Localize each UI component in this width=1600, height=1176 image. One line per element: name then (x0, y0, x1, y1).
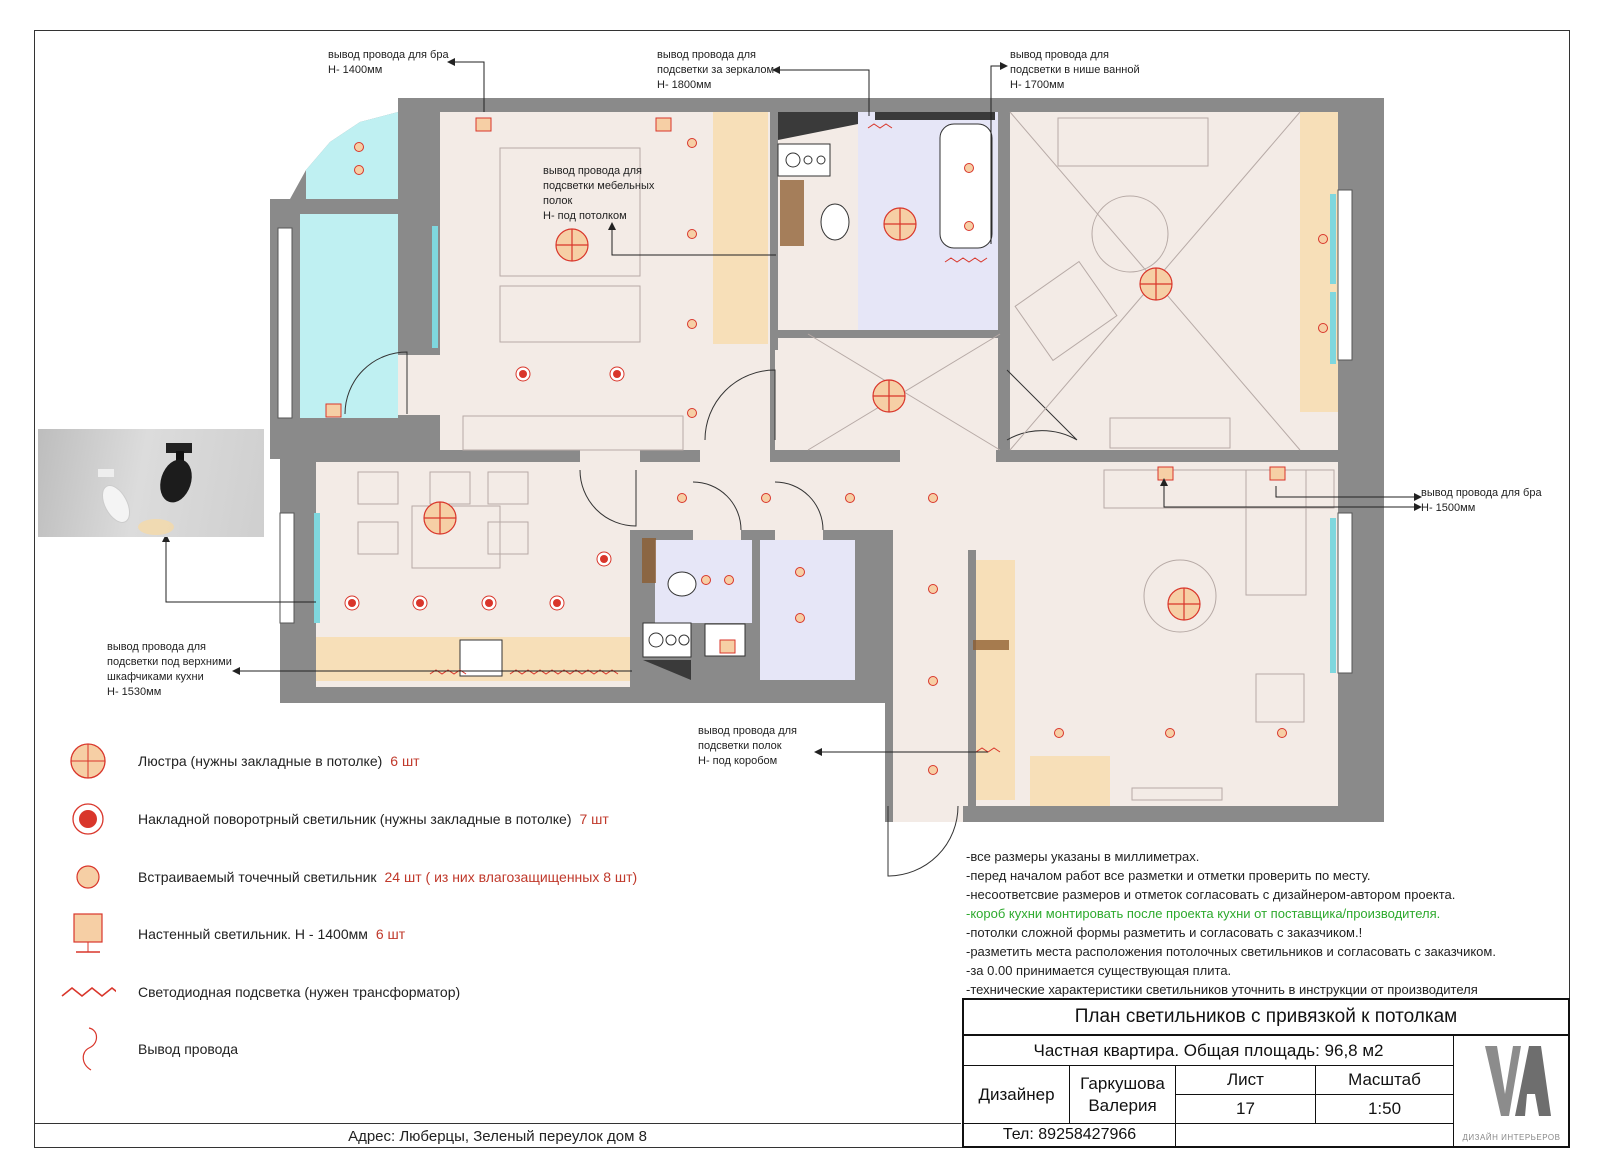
living-floor (1010, 112, 1338, 450)
surface-spotlight-icon (482, 596, 496, 610)
callout-shelves-box: вывод провода для подсветки полок Н- под коробом (698, 725, 797, 767)
salon-floor (968, 462, 1338, 806)
recessed-spot-icon (688, 409, 697, 418)
wall-lamp-icon (326, 404, 341, 417)
recessed-spot-icon (965, 164, 974, 173)
recessed-spot-icon (1055, 729, 1064, 738)
note-line: -короб кухни монтировать после проекта кухни от поставщика/производителя. (966, 906, 1441, 921)
recessed-spot-icon (688, 139, 697, 148)
chandelier-icon (60, 739, 116, 783)
recessed-spot-icon (678, 494, 687, 503)
callout-bra-right: вывод провода для бра Н- 1500мм (1421, 487, 1542, 514)
chandelier-icon (424, 502, 456, 534)
recessed-spot-icon (702, 576, 711, 585)
recessed-spot-icon (688, 230, 697, 239)
legend-item-wall-lamp: Настенный светильник. Н - 1400мм 6 шт (60, 912, 405, 956)
note-line: -технические характеристики светильников уточнить в инструкции от производителя (966, 982, 1478, 997)
note-line: -все размеры указаны в миллиметрах. (966, 849, 1200, 864)
designer-label: Дизайнер (964, 1066, 1070, 1124)
callout-bra-top: вывод провода для бра Н- 1400мм (328, 49, 449, 76)
surface-spotlight-icon (413, 596, 427, 610)
general-notes (966, 847, 1496, 999)
balcony-lower (300, 214, 398, 418)
surface-spotlight-icon (60, 797, 116, 841)
surface-spotlight-icon (610, 367, 624, 381)
recessed-spot-icon (929, 766, 938, 775)
sheet-number: 17 (1176, 1095, 1316, 1124)
surface-spotlight-icon (550, 596, 564, 610)
recessed-spot-icon (355, 143, 364, 152)
spotlight-product-photo (38, 429, 264, 537)
shower-floor (760, 538, 855, 680)
corridor-lower-floor (893, 530, 968, 806)
recessed-spot-icon (725, 576, 734, 585)
drawing-title: План светильников с привязкой к потолкам (964, 1000, 1568, 1036)
designer-logo (1455, 1036, 1568, 1146)
chandelier-icon (556, 229, 588, 261)
recessed-spot-icon (688, 320, 697, 329)
chandelier-icon (873, 380, 905, 412)
note-line: -перед началом работ все разметки и отметки проверить по месту. (966, 868, 1371, 883)
recessed-spot-icon (796, 568, 805, 577)
recessed-spot-icon (355, 166, 364, 175)
chandelier-icon (884, 208, 916, 240)
callout-kitchen: вывод провода для подсветки под верхними шкафчиками кухни Н- 1530мм (107, 641, 232, 698)
recessed-spot-icon (929, 677, 938, 686)
callout-furniture-shelves: вывод провода для подсветки мебельных полок Н- под потолком (543, 165, 655, 222)
chandelier-icon (1140, 268, 1172, 300)
title-block (962, 998, 1570, 1148)
designer-name: Гаркушова Валерия (1070, 1066, 1176, 1124)
sheet-label: Лист (1176, 1066, 1316, 1095)
recessed-spot-icon (796, 614, 805, 623)
recessed-spot-icon (1278, 729, 1287, 738)
wall-lamp-icon (1158, 467, 1173, 480)
legend-item-surface-spotlight: Накладной поворотрный светильник (нужны закладные в потолке) 7 шт (60, 797, 609, 841)
address: Адрес: Люберцы, Зеленый переулок дом 8 (34, 1123, 961, 1149)
recessed-spot-icon (762, 494, 771, 503)
wire-outlet-icon (60, 1027, 116, 1071)
legend-item-recessed-spot: Встраиваемый точечный светильник 24 шт ( из них влагозащищенных 8 шт) (60, 855, 637, 899)
wall-lamp-icon (1270, 467, 1285, 480)
recessed-spot-icon (846, 494, 855, 503)
chandelier-icon (1168, 588, 1200, 620)
note-line: -разметить места расположения потолочных светильников и согласовать с заказчиком. (966, 944, 1496, 959)
balcony-upper (306, 112, 398, 199)
led-strip-icon (60, 970, 116, 1014)
surface-spotlight-icon (345, 596, 359, 610)
callout-bath-niche: вывод провода для подсветки в нише ванной Н- 1700мм (1010, 49, 1140, 91)
recessed-spot-icon (965, 222, 974, 231)
surface-spotlight-icon (516, 367, 530, 381)
legend-item-wire-outlet: Вывод провода (60, 1027, 238, 1071)
recessed-spot-icon (1166, 729, 1175, 738)
note-line: -несоответсвие размеров и отметок согласовать с дизайнером-автором проекта. (966, 887, 1456, 902)
note-line: -потолки сложной формы разметить и согласовать с заказчиком.! (966, 925, 1363, 940)
recessed-spot-icon (1319, 235, 1328, 244)
recessed-spot-icon (60, 855, 116, 899)
legend-item-led-strip: Светодиодная подсветка (нужен трансформатор) (60, 970, 460, 1014)
shelf-box (973, 560, 1015, 800)
logo-text: ДИЗАЙН ИНТЕРЬЕРОВ (1462, 1133, 1561, 1142)
recessed-spot-icon (929, 494, 938, 503)
corridor-floor (642, 462, 968, 530)
scale-value: 1:50 (1316, 1095, 1454, 1124)
legend-item-chandelier: Люстра (нужны закладные в потолке) 6 шт (60, 739, 420, 783)
recessed-spot-icon (1319, 324, 1328, 333)
sofa-area (1030, 756, 1110, 806)
surface-spotlight-icon (597, 552, 611, 566)
wall-lamp-icon (60, 912, 116, 956)
scale-label: Масштаб (1316, 1066, 1454, 1095)
empty-cell (1176, 1124, 1454, 1146)
wardrobe-top (713, 112, 768, 344)
wall-lamp-icon (476, 118, 491, 131)
wall-lamp-icon (656, 118, 671, 131)
wall-lamp-icon (720, 640, 735, 653)
callout-mirror: вывод провода для подсветки за зеркалом Н- 1800мм (657, 49, 775, 91)
recessed-spot-icon (929, 585, 938, 594)
project-info: Частная квартира. Общая площадь: 96,8 м2 (964, 1036, 1454, 1066)
note-line: -за 0.00 принимается существующая плита. (966, 963, 1232, 978)
phone: Тел: 89258427966 (964, 1124, 1176, 1146)
